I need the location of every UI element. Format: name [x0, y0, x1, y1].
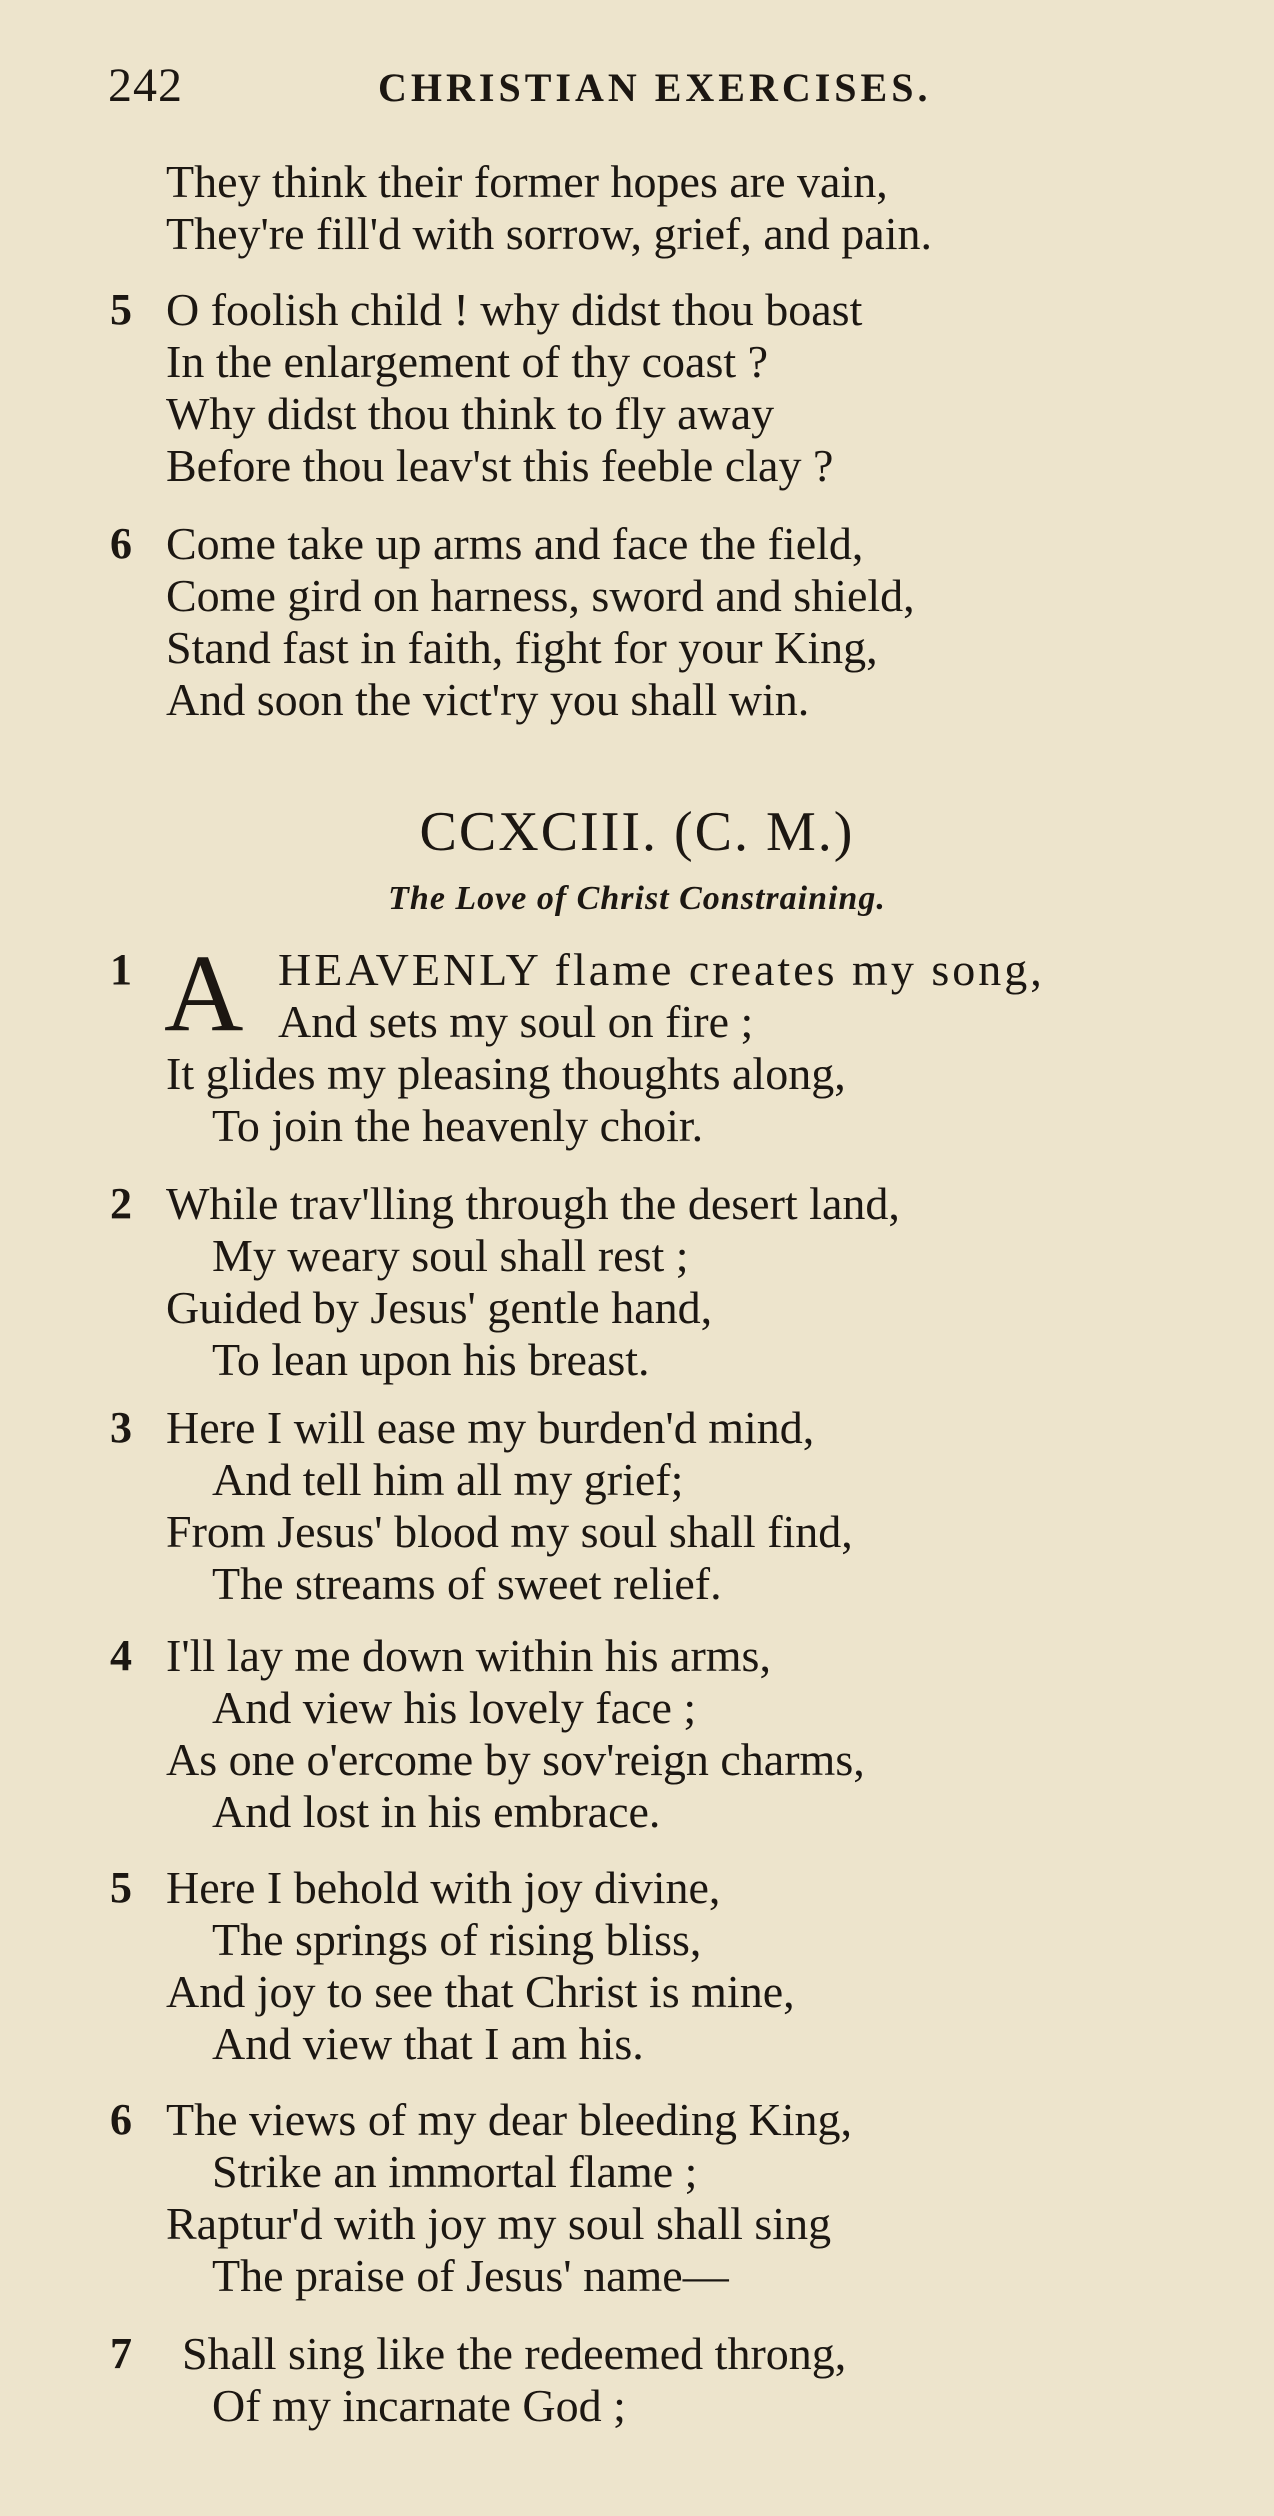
verse-line: They think their former hopes are vain, [166, 156, 888, 207]
verse-number: 1 [110, 945, 132, 994]
verse-number: 7 [110, 2329, 132, 2378]
verse-line: Before thou leav'st this feeble clay ? [166, 440, 834, 491]
verse-line: HEAVENLY flame creates my song, [278, 944, 1045, 995]
hymn-subtitle: The Love of Christ Constraining. [388, 880, 886, 917]
verse-number: 4 [110, 1631, 132, 1680]
verse-line: To lean upon his breast. [212, 1334, 650, 1385]
verse-line: Why didst thou think to fly away [166, 388, 775, 439]
verse-line: It glides my pleasing thoughts along, [166, 1048, 846, 1099]
verse-line: Shall sing like the redeemed throng, [182, 2328, 847, 2379]
verse-line: From Jesus' blood my soul shall find, [166, 1506, 853, 1557]
page-number: 242 [108, 59, 183, 112]
verse-line: And view that I am his. [212, 2018, 644, 2069]
verse-line: They're fill'd with sorrow, grief, and pain. [166, 208, 932, 259]
verse-line: And joy to see that Christ is mine, [166, 1966, 795, 2017]
verse-line: The streams of sweet relief. [212, 1558, 722, 1609]
page-header [108, 58, 1198, 128]
verse-line: Here I behold with joy divine, [166, 1862, 721, 1913]
verse-line: Strike an immortal flame ; [212, 2146, 698, 2197]
verse-line: And sets my soul on fire ; [278, 996, 754, 1047]
verse-line: Come take up arms and face the field, [166, 518, 864, 569]
verse-line: To join the heavenly choir. [212, 1100, 704, 1151]
verse-number: 6 [110, 2095, 132, 2144]
verse-line: Guided by Jesus' gentle hand, [166, 1282, 713, 1333]
running-title: CHRISTIAN EXERCISES. [378, 65, 932, 110]
verse-line: O foolish child ! why didst thou boast [166, 284, 863, 335]
verse-line: And view his lovely face ; [212, 1682, 697, 1733]
verse-line: And tell him all my grief; [212, 1454, 684, 1505]
verse-number: 3 [110, 1403, 132, 1452]
verse-line: And lost in his embrace. [212, 1786, 661, 1837]
verse-number: 5 [110, 1863, 132, 1912]
verse-line: Stand fast in faith, fight for your King, [166, 622, 878, 673]
verse-number: 2 [110, 1179, 132, 1228]
verse-line: My weary soul shall rest ; [212, 1230, 689, 1281]
verse-line: Here I will ease my burden'd mind, [166, 1402, 815, 1453]
verse-line: Come gird on harness, sword and shield, [166, 570, 915, 621]
verse-line: As one o'ercome by sov'reign charms, [166, 1734, 865, 1785]
verse-line: In the enlargement of thy coast ? [166, 336, 769, 387]
verse-line: While trav'lling through the desert land, [166, 1178, 900, 1229]
verse-line: And soon the vict'ry you shall win. [166, 674, 810, 725]
verse-line: The springs of rising bliss, [212, 1914, 702, 1965]
drop-cap: A [164, 932, 244, 1054]
verse-line: The praise of Jesus' name— [212, 2250, 729, 2301]
verse-number: 5 [110, 285, 132, 334]
verse-number: 6 [110, 519, 132, 568]
verse-line: Of my incarnate God ; [212, 2380, 626, 2431]
hymn-title: CCXCIII. (C. M.) [419, 801, 855, 863]
verse-line: I'll lay me down within his arms, [166, 1630, 771, 1681]
verse-line: Raptur'd with joy my soul shall sing [166, 2198, 832, 2249]
verse-line: The views of my dear bleeding King, [166, 2094, 852, 2145]
